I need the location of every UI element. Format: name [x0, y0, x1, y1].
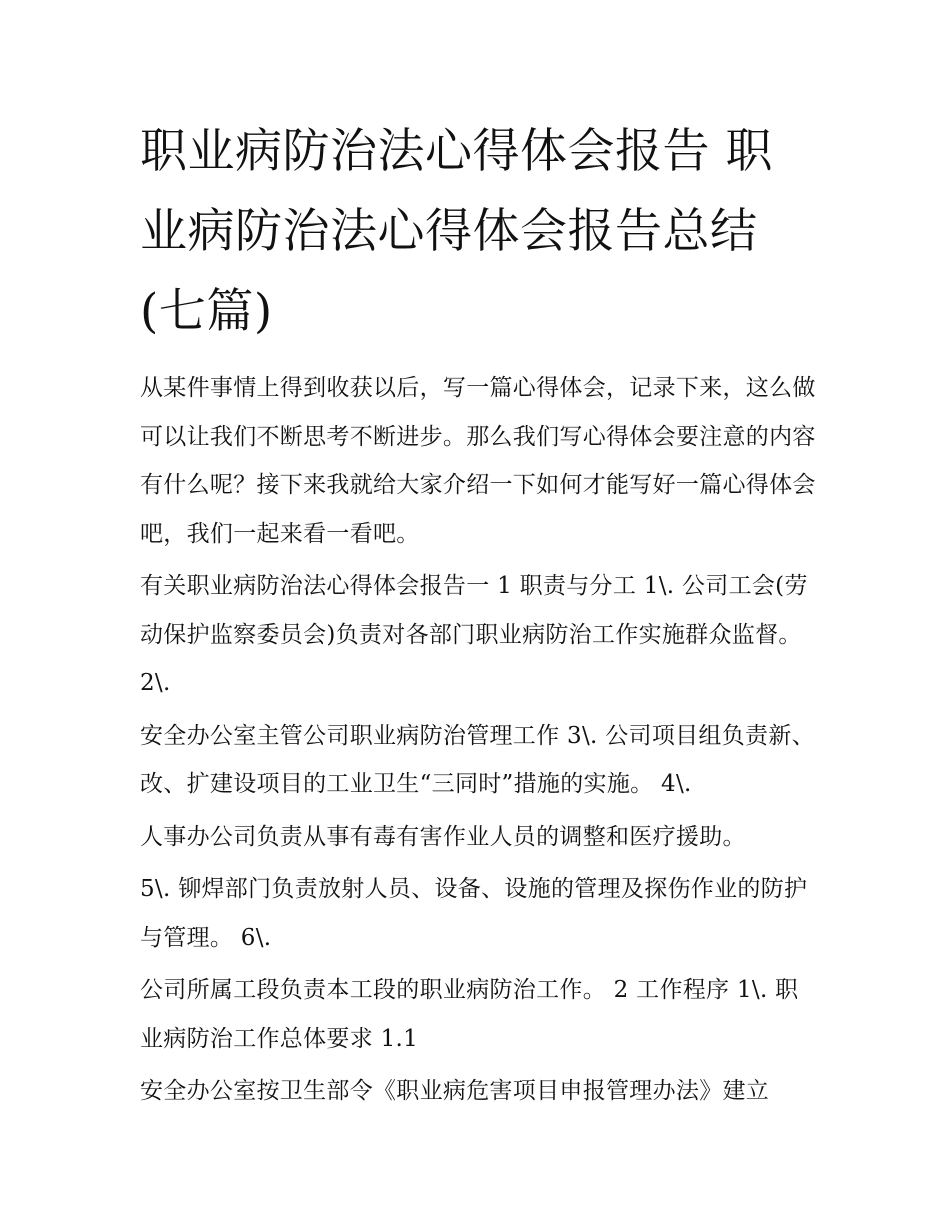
paragraph-2: 安全办公室主管公司职业病防治管理工作 3\. 公司项目组负责新、改、扩建设项目的工业卫生“三同时”措施的实施。 4\. [140, 722, 815, 797]
document-page [140, 112, 820, 1120]
document-title: 职业病防治法心得体会报告 职业病防治法心得体会报告总结(七篇) [140, 124, 773, 339]
paragraph-3: 人事办公司负责从事有毒有害作业人员的调整和医疗援助。 [140, 823, 746, 850]
paragraph-intro: 从某件事情上得到收获以后，写一篇心得体会，记录下来，这么做可以让我们不断思考不断进步。那么我们写心得体会要注意的内容有什么呢？接下来我就给大家介绍一下如何才能写好一篇心得体会吧，我们一起来看一看吧。 [140, 375, 816, 547]
paragraph-6: 安全办公室按卫生部令《职业病危害项目申报管理办法》建立 [140, 1078, 770, 1104]
paragraph-1: 有关职业病防治法心得体会报告一 1 职责与分工 1\. 公司工会(劳动保护监察委员会)负责对各部门职业病防治工作实施群众监督。 2\. [140, 573, 808, 696]
paragraph-5: 公司所属工段负责本工段的职业病防治工作。 2 工作程序 1\. 职业病防治工作总体要求 1.1 [140, 977, 799, 1052]
paragraph-4: 5\. 铆焊部门负责放射人员、设备、设施的管理及探伤作业的防护与管理。 6\. [140, 876, 808, 951]
